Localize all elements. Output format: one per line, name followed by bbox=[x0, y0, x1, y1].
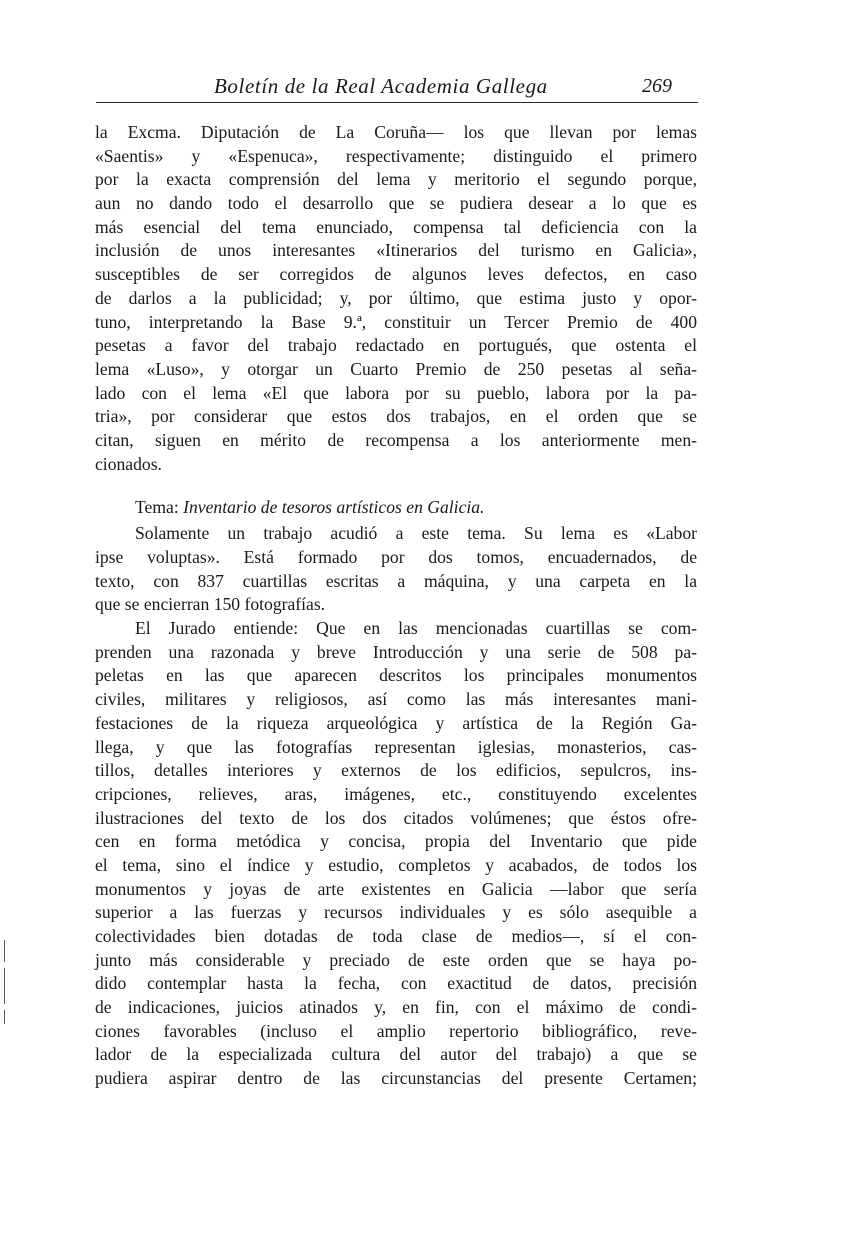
binding-mark bbox=[4, 940, 5, 962]
section-topic: Inventario de tesoros artísticos en Galicia. bbox=[183, 497, 485, 518]
text-line: Solamente un trabajo acudió a este tema. Su lema es «Labor bbox=[135, 523, 697, 544]
text-line: inclusión de unos interesantes «Itinerarios del turismo en Galicia», bbox=[95, 240, 697, 261]
body-text bbox=[95, 121, 697, 1091]
text-line: tillos, detalles interiores y externos de los edificios, sepulcros, ins- bbox=[95, 760, 697, 781]
text-line: junto más considerable y preciado de este orden que se haya po- bbox=[95, 949, 697, 970]
text-line: de indicaciones, juicios atinados y, en fin, con el máximo de condi- bbox=[95, 997, 697, 1018]
text-line: lado con el lema «El que labora por su pueblo, labora por la pa- bbox=[95, 382, 697, 403]
text-line: ipse voluptas». Está formado por dos tomos, encuadernados, de bbox=[95, 547, 697, 567]
text-line: prenden una razonada y breve Introducción y una serie de 508 pa- bbox=[95, 641, 697, 662]
section-label: Tema: bbox=[135, 497, 179, 518]
running-header bbox=[96, 72, 698, 103]
text-line: ilustraciones del texto de los dos citados volúmenes; que éstos ofre- bbox=[95, 807, 697, 828]
text-line: aun no dando todo el desarrollo que se pudiera desear a lo que es bbox=[95, 193, 697, 214]
text-line: la Excma. Diputación de La Coruña— los que llevan por lemas bbox=[95, 122, 697, 142]
text-line: monumentos y joyas de arte existentes en Galicia —labor que sería bbox=[95, 878, 697, 899]
text-line: festaciones de la riqueza arqueológica y artística de la Región Ga- bbox=[95, 712, 697, 733]
text-line: cen en forma metódica y concisa, propia del Inventario que pide bbox=[95, 831, 697, 852]
text-line: llega, y que las fotografías representan iglesias, monasterios, cas- bbox=[95, 736, 697, 757]
text-line: colectividades bien dotadas de toda clase de medios—, sí el con- bbox=[95, 926, 697, 946]
text-line: ciones favorables (incluso el amplio repertorio bibliográfico, reve- bbox=[95, 1020, 697, 1041]
text-line: lador de la especializada cultura del autor del trabajo) a que se bbox=[95, 1044, 697, 1065]
text-line: peletas en las que aparecen descritos los principales monumentos bbox=[95, 665, 697, 686]
text-line: pesetas a favor del trabajo redactado en portugués, que ostenta el bbox=[95, 335, 697, 356]
text-line: susceptibles de ser corregidos de algunos leves defectos, en caso bbox=[95, 264, 697, 285]
binding-mark bbox=[4, 1010, 5, 1024]
text-line: más esencial del tema enunciado, compensa tal deficiencia con la bbox=[95, 216, 697, 237]
binding-mark bbox=[4, 968, 5, 1004]
paragraph-gap bbox=[95, 476, 697, 496]
text-line: dido contemplar hasta la fecha, con exactitud de datos, precisión bbox=[95, 973, 697, 994]
text-line: civiles, militares y religiosos, así como las más interesantes mani- bbox=[95, 689, 697, 710]
text-line: que se encierran 150 fotografías. bbox=[95, 594, 326, 615]
paragraph-jury-opinion bbox=[95, 617, 697, 1091]
text-line: El Jurado entiende: Que en las mencionadas cuartillas se com- bbox=[135, 618, 697, 639]
text-line: superior a las fuerzas y recursos individuales y es sólo asequible a bbox=[95, 902, 697, 923]
text-line: por la exacta comprensión del lema y meritorio el segundo porque, bbox=[95, 169, 697, 190]
text-line: «Saentis» y «Espenuca», respectivamente; distinguido el primero bbox=[95, 145, 697, 166]
text-line: de darlos a la publicidad; y, por último, que estima justo y opor- bbox=[95, 287, 697, 308]
section-heading bbox=[95, 496, 697, 522]
text-line: el tema, sino el índice y estudio, completos y acabados, de todos los bbox=[95, 854, 697, 875]
text-line: tuno, interpretando la Base 9.ª, constituir un Tercer Premio de 400 bbox=[95, 311, 697, 332]
text-line: cripciones, relieves, aras, imágenes, etc., constituyendo excelentes bbox=[95, 783, 697, 804]
page-number: 269 bbox=[642, 75, 672, 97]
text-line: citan, siguen en mérito de recompensa a los anteriormente men- bbox=[95, 429, 697, 450]
paragraph-continuation bbox=[95, 121, 697, 476]
text-line: lema «Luso», y otorgar un Cuarto Premio de 250 pesetas al seña- bbox=[95, 358, 697, 379]
paragraph-submission bbox=[95, 522, 697, 617]
text-line: tria», por considerar que estos dos trabajos, en el orden que se bbox=[95, 406, 697, 427]
text-line: cionados. bbox=[95, 453, 162, 474]
journal-title: Boletín de la Real Academia Gallega bbox=[214, 74, 548, 98]
text-line: texto, con 837 cuartillas escritas a máquina, y una carpeta en la bbox=[95, 570, 697, 591]
text-line: pudiera aspirar dentro de las circunstancias del presente Certamen; bbox=[95, 1068, 697, 1089]
